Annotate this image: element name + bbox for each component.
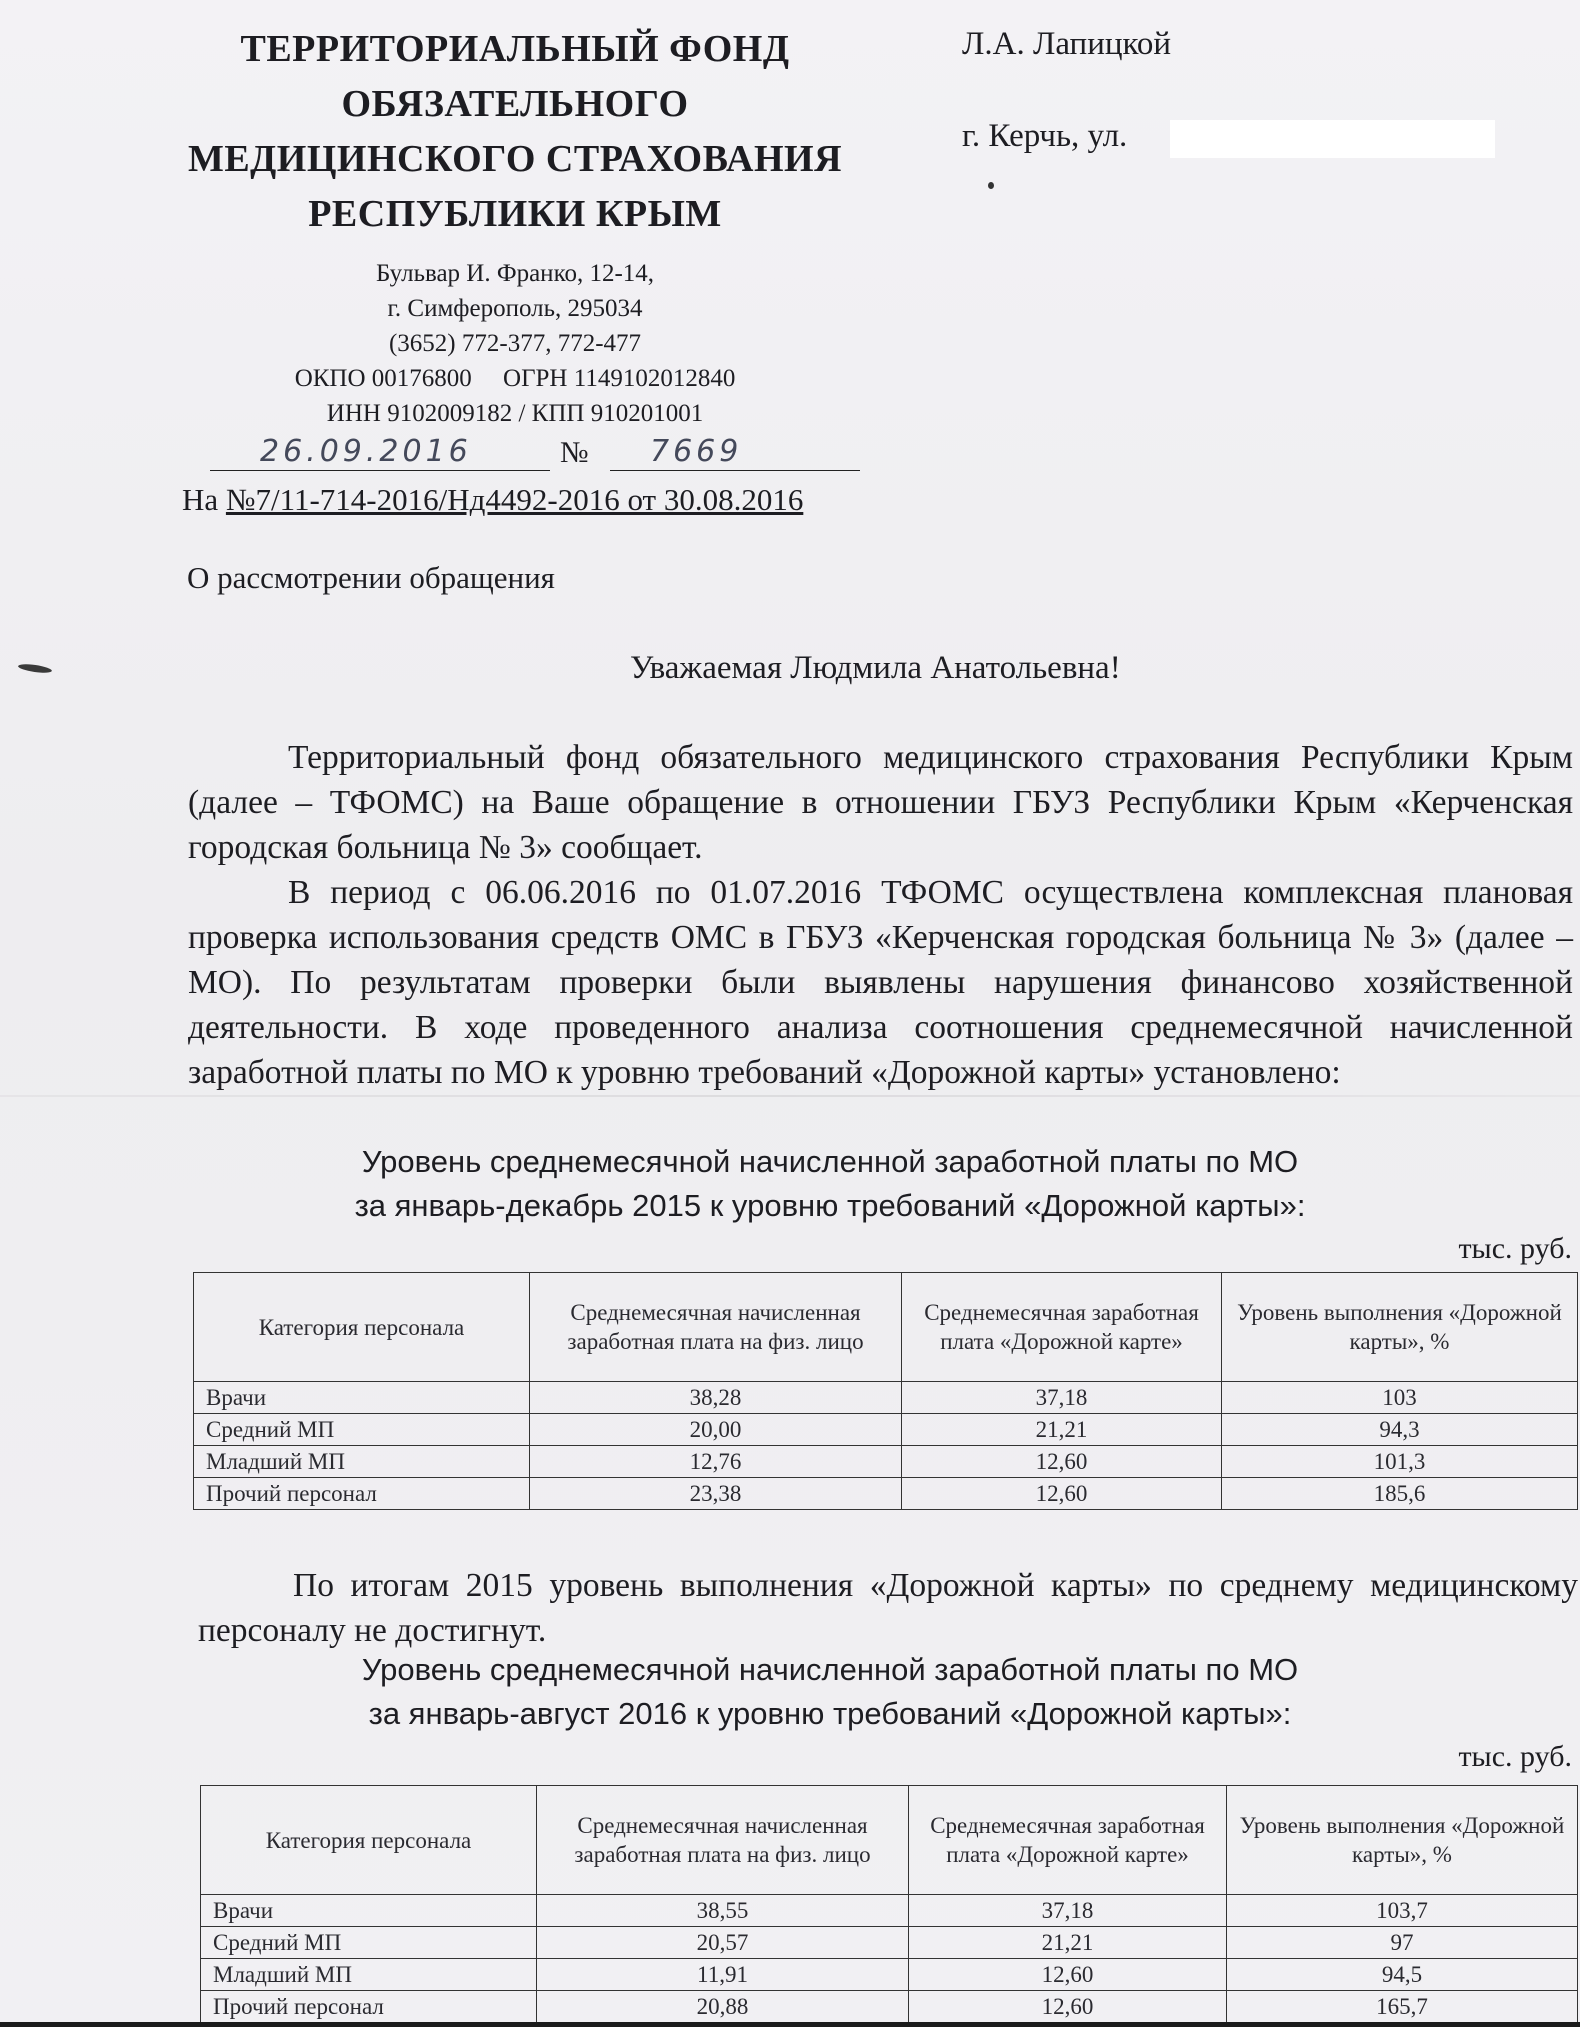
table-cell: 21,21 — [902, 1414, 1222, 1446]
table1 — [193, 1272, 1578, 1510]
reg-date-handwritten: 26.09.2016 — [260, 434, 472, 469]
table1-title-line1: Уровень среднемесячной начисленной заработной платы по МО — [361, 1144, 1299, 1179]
org-name-line: ОБЯЗАТЕЛЬНОГО — [341, 83, 689, 125]
table-row — [194, 1446, 1578, 1478]
table-row — [194, 1478, 1578, 1510]
org-address-city: г. Симферополь, 295034 — [387, 295, 643, 322]
reference-line — [182, 482, 803, 518]
table-cell: 94,5 — [1227, 1959, 1578, 1991]
org-phone: (3652) 772-377, 772-477 — [388, 330, 642, 357]
ink-speck — [988, 182, 994, 189]
table2 — [200, 1785, 1578, 2023]
table-cell: Средний МП — [194, 1414, 530, 1446]
column-header: Среднемесячная начисленная заработная плата на физ. лицо — [537, 1786, 909, 1895]
scan-bottom-edge — [0, 2022, 1580, 2027]
column-header: Категория персонала — [194, 1273, 530, 1382]
table-cell: Средний МП — [201, 1927, 537, 1959]
table-header-row — [194, 1273, 1578, 1382]
table2-title-line2: за январь-август 2016 к уровню требований «Дорожной карты»: — [368, 1696, 1292, 1731]
table-cell: 12,60 — [909, 1991, 1227, 2023]
letter-body-continued — [198, 1563, 1578, 1653]
column-header: Категория персонала — [201, 1786, 537, 1895]
org-name-line: РЕСПУБЛИКИ КРЫМ — [308, 193, 722, 235]
table-cell: 12,60 — [909, 1959, 1227, 1991]
body-paragraph: По итогам 2015 уровень выполнения «Дорожной карты» по среднему медицинскому персоналу не достигнут. — [198, 1567, 1578, 1649]
body-paragraph: В период с 06.06.2016 по 01.07.2016 ТФОМС осуществлена комплексная плановая проверка использования средств ОМС в ГБУЗ «Керченская городская больница № 3» (далее – МО). По результатам проверки были выявлены нарушения финансово хозяйственной деятельности. В ходе проведенного анализа соотношения среднемесячной начисленной заработной платы по МО к уровню требований «Дорожной карты» установлено: — [188, 874, 1573, 1091]
registration-line — [180, 432, 860, 472]
table2-unit: тыс. руб. — [1458, 1740, 1572, 1773]
table-cell: 37,18 — [909, 1895, 1227, 1927]
reg-number-handwritten: 7669 — [650, 434, 743, 469]
table-cell: Младший МП — [201, 1959, 537, 1991]
redaction-box — [1170, 120, 1495, 158]
table-cell: 21,21 — [909, 1927, 1227, 1959]
addressee-address: г. Керчь, ул. — [962, 118, 1128, 154]
table-cell: Младший МП — [194, 1446, 530, 1478]
table-cell: 11,91 — [537, 1959, 909, 1991]
org-name-line: ТЕРРИТОРИАЛЬНЫЙ ФОНД — [240, 28, 790, 70]
table2-title — [180, 1648, 1480, 1736]
table-cell: 38,28 — [530, 1382, 902, 1414]
table-row — [194, 1382, 1578, 1414]
table-cell: 94,3 — [1222, 1414, 1578, 1446]
column-header: Среднемесячная начисленная заработная плата на физ. лицо — [530, 1273, 902, 1382]
column-header: Уровень выполнения «Дорожной карты», % — [1222, 1273, 1578, 1382]
column-header: Среднемесячная заработная плата «Дорожной карте» — [909, 1786, 1227, 1895]
table-cell: 20,57 — [537, 1927, 909, 1959]
reference-prefix: На — [182, 482, 226, 517]
table-cell: 12,76 — [530, 1446, 902, 1478]
margin-mark — [18, 663, 53, 675]
table-cell: 103,7 — [1227, 1895, 1578, 1927]
table-cell: Врачи — [194, 1382, 530, 1414]
org-inn-kpp: ИНН 9102009182 / КПП 910201001 — [326, 400, 704, 427]
letter-greeting: Уважаемая Людмила Анатольевна! — [630, 650, 1121, 686]
table1-title-line2: за январь-декабрь 2015 к уровню требований «Дорожной карты»: — [354, 1188, 1306, 1223]
table-cell: 20,00 — [530, 1414, 902, 1446]
table1-unit: тыс. руб. — [1458, 1232, 1572, 1265]
organization-details — [200, 256, 830, 431]
table-cell: Прочий персонал — [201, 1991, 537, 2023]
table-cell: 165,7 — [1227, 1991, 1578, 2023]
org-name-line: МЕДИЦИНСКОГО СТРАХОВАНИЯ — [187, 138, 843, 180]
organization-name — [165, 22, 865, 242]
reference-number: №7/11-714-2016/Нд4492-2016 от 30.08.2016 — [225, 482, 804, 517]
table-cell: 37,18 — [902, 1382, 1222, 1414]
column-header: Среднемесячная заработная плата «Дорожной карте» — [902, 1273, 1222, 1382]
paper-fold — [0, 1095, 1580, 1097]
body-paragraph: Территориальный фонд обязательного медицинского страхования Республики Крым (далее – ТФОМС) на Ваше обращение в отношении ГБУЗ Республики Крым «Керченская городская больница № 3» сообщает. — [188, 739, 1573, 866]
addressee-name: Л.А. Лапицкой — [962, 26, 1172, 62]
table2-title-line1: Уровень среднемесячной начисленной заработной платы по МО — [361, 1652, 1299, 1687]
reg-date-field — [210, 432, 550, 471]
table-row — [201, 1991, 1578, 2023]
letter-body — [188, 735, 1573, 1095]
letter-subject: О рассмотрении обращения — [187, 560, 555, 595]
table-cell: 20,88 — [537, 1991, 909, 2023]
table-cell: Врачи — [201, 1895, 537, 1927]
table1-title — [180, 1140, 1480, 1228]
table-row — [194, 1414, 1578, 1446]
table-cell: 12,60 — [902, 1478, 1222, 1510]
column-header: Уровень выполнения «Дорожной карты», % — [1227, 1786, 1578, 1895]
reg-number-field — [610, 432, 860, 471]
table-cell: 185,6 — [1222, 1478, 1578, 1510]
table-cell: 23,38 — [530, 1478, 902, 1510]
table-cell: 12,60 — [902, 1446, 1222, 1478]
table-cell: 103 — [1222, 1382, 1578, 1414]
table-header-row — [201, 1786, 1578, 1895]
table-cell: 97 — [1227, 1927, 1578, 1959]
table-row — [201, 1959, 1578, 1991]
reg-number-label: № — [560, 436, 589, 469]
org-okpo-ogrn: ОКПО 00176800 ОГРН 1149102012840 — [294, 365, 736, 392]
table-cell: 101,3 — [1222, 1446, 1578, 1478]
org-address-street: Бульвар И. Франко, 12-14, — [375, 260, 655, 287]
table-cell: Прочий персонал — [194, 1478, 530, 1510]
table-row — [201, 1927, 1578, 1959]
table-cell: 38,55 — [537, 1895, 909, 1927]
table-row — [201, 1895, 1578, 1927]
